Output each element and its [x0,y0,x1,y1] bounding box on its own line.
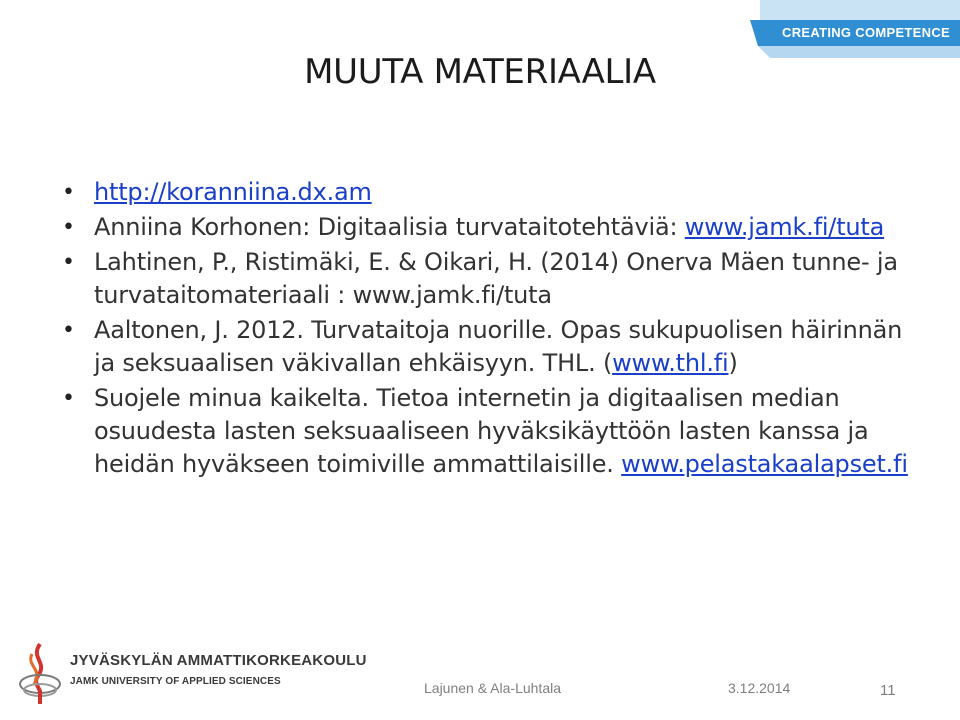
bullet-item [56,211,916,244]
jamk-flame-icon [18,640,64,706]
bullet-item [56,314,916,380]
bullet-dot-icon: • [62,180,75,205]
bullet-text: Aaltonen, J. 2012. Turvataitoja nuorille. Opas sukupuolisen häirinnän ja seksuaalisen väkivallan ehkäisyyn. THL. ( [94,316,903,377]
bullet-text: Lahtinen, P., Ristimäki, E. & Oikari, H. (2014) Onerva Mäen tunne- ja turvataitomateriaali : www.jamk.fi/tuta [94,248,898,309]
slide-title: MUUTA MATERIAALIA [304,52,656,92]
reference-link[interactable]: http://koranniina.dx.am [94,178,372,206]
bullet-dot-icon: • [62,318,75,343]
jamk-logo [18,638,367,708]
footer-date: 3.12.2014 [728,680,791,696]
bullet-item [56,246,916,312]
bullet-text: Anniina Korhonen: Digitaalisia turvataitotehtäviä: [94,213,685,241]
bullet-item [56,176,916,209]
reference-link[interactable]: www.pelastakaalapset.fi [621,450,908,478]
bullet-list [56,176,916,481]
reference-link[interactable]: www.thl.fi [612,349,729,377]
bullet-dot-icon: • [62,215,75,240]
bullet-dot-icon: • [62,250,75,275]
banner-label: CREATING COMPETENCE [782,24,950,40]
bullet-dot-icon: • [62,386,75,411]
bullet-text: Suojele minua kaikelta. Tietoa internetin ja digitaalisen median osuudesta lasten seksuaaliseen hyväksikäyttöön lasten kanssa ja heidän hyväkseen toimiville ammattilaisille. [94,384,869,478]
footer-author: Lajunen & Ala-Luhtala [424,680,561,696]
page-number: 11 [880,682,896,699]
reference-link[interactable]: www.jamk.fi/tuta [684,213,885,241]
logo-text-line1: JYVÄSKYLÄN AMMATTIKORKEAKOULU [70,652,367,669]
logo-text-line2: JAMK UNIVERSITY OF APPLIED SCIENCES [70,676,281,687]
bullet-item [56,382,916,481]
bullet-text: ) [728,349,738,377]
